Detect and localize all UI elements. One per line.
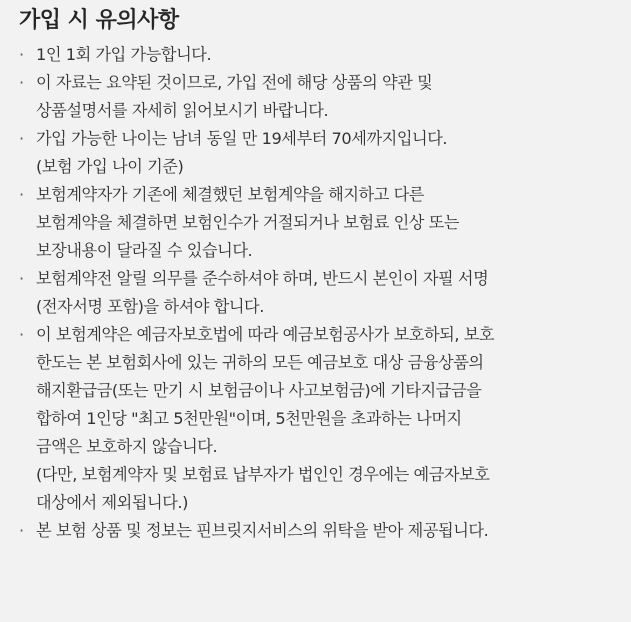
notice-item-text-line: 보험계약자가 기존에 체결했던 보험계약을 해지하고 다른 — [36, 185, 424, 204]
notice-item — [19, 181, 631, 265]
notice-item-text-line: 합하여 1인당 "최고 5천만원"이며, 5천만원을 초과하는 나머지 — [36, 409, 462, 428]
notice-item — [19, 41, 631, 69]
notice-item-text-line: 이 보험계약은 예금자보호법에 따라 예금보험공사가 보호하되, 보호 — [36, 325, 495, 344]
notice-item-text-line: 대상에서 제외됩니다.) — [36, 493, 188, 512]
notice-item-text-line: 보험계약전 알릴 의무를 준수하셔야 하며, 반드시 본인이 자필 서명 — [36, 269, 489, 288]
notice-list — [19, 41, 631, 545]
notice-item-text-line: 보험계약을 체결하면 보험인수가 거절되거나 보험료 인상 또는 — [36, 213, 460, 232]
notice-item-text-line: 상품설명서를 자세히 읽어보시기 바랍니다. — [36, 101, 329, 120]
bullet-dot-icon: · — [19, 129, 24, 148]
bullet-dot-icon: · — [19, 521, 24, 540]
notice-item — [19, 321, 631, 517]
notice-item-text-line: 가입 가능한 나이는 남녀 동일 만 19세부터 70세까지입니다. — [36, 129, 448, 148]
notice-item-text-line: 금액은 보호하지 않습니다. — [36, 437, 218, 456]
notice-item-text-line: 보장내용이 달라질 수 있습니다. — [36, 241, 253, 260]
bullet-dot-icon: · — [19, 269, 24, 288]
notice-item-text-line: 해지환급금(또는 만기 시 보험금이나 사고보험금)에 기타지급금을 — [36, 381, 482, 400]
notice-item-text-line: 한도는 본 보험회사에 있는 귀하의 모든 예금보호 대상 금융상품의 — [36, 353, 484, 372]
notice-item-text-line: 본 보험 상품 및 정보는 핀브릿지서비스의 위탁을 받아 제공됩니다. — [36, 521, 489, 540]
notice-item-text-line: (전자서명 포함)을 하셔야 합니다. — [36, 297, 264, 316]
notice-item — [19, 69, 631, 125]
notice-item-text-line: (다만, 보험계약자 및 보험료 납부자가 법인인 경우에는 예금자보호 — [36, 465, 490, 484]
bullet-dot-icon: · — [19, 185, 24, 204]
bullet-dot-icon: · — [19, 73, 24, 92]
notice-item-text-line: (보험 가입 나이 기준) — [36, 157, 184, 176]
notice-item — [19, 125, 631, 181]
bullet-dot-icon: · — [19, 45, 24, 64]
notice-item-text-line: 이 자료는 요약된 것이므로, 가입 전에 해당 상품의 약관 및 — [36, 73, 433, 92]
notice-title: 가입 시 유의사항 — [19, 8, 179, 33]
notice-item-text-line: 1인 1회 가입 가능합니다. — [36, 45, 212, 64]
bullet-dot-icon: · — [19, 325, 24, 344]
notice-item — [19, 265, 631, 321]
notice-item — [19, 517, 631, 545]
